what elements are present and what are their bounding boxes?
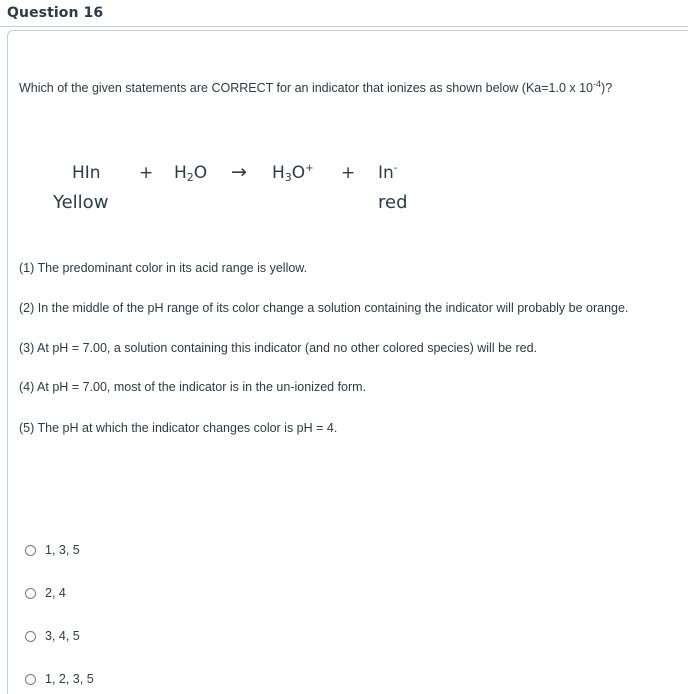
- answer-option-4[interactable]: [25, 671, 94, 687]
- question-body-frame: [7, 30, 688, 694]
- stem-end: )?: [601, 81, 613, 95]
- eq-product-in-ion: In-: [378, 163, 398, 183]
- stem-text: Which of the given statements are CORRECT for an indicator that ionizes as shown below (Ka=1.0 x 10: [19, 81, 594, 95]
- answer-label: 2, 4: [45, 586, 66, 600]
- answer-label: 1, 2, 3, 5: [45, 672, 94, 686]
- radio-button[interactable]: [25, 631, 36, 642]
- statement-2: (2) In the middle of the pH range of its color change a solution containing the indicator will probably be orange.: [19, 301, 629, 315]
- answer-label: 1, 3, 5: [45, 543, 80, 557]
- statement-4: (4) At pH = 7.00, most of the indicator is in the un-ionized form.: [19, 380, 367, 394]
- eq-arrow-icon: →: [231, 161, 247, 183]
- eq-product-hydronium: $H_3O^+$: [272, 163, 314, 184]
- radio-button[interactable]: [25, 588, 36, 599]
- eq-plus-2: +: [341, 163, 356, 183]
- answer-option-1[interactable]: [25, 542, 80, 558]
- question-header: [0, 0, 688, 27]
- statement-1: (1) The predominant color in its acid range is yellow.: [19, 261, 308, 275]
- answer-option-2[interactable]: [25, 585, 66, 601]
- statement-3: (3) At pH = 7.00, a solution containing this indicator (and no other colored species) will be red.: [19, 341, 537, 355]
- stem-exponent: -4: [593, 79, 602, 89]
- question-title: Question 16: [7, 5, 104, 21]
- eq-plus-1: +: [139, 163, 154, 183]
- question-stem: [19, 79, 612, 95]
- radio-button[interactable]: [25, 545, 36, 556]
- eq-reactant-hin: HIn: [72, 163, 101, 183]
- answer-option-3[interactable]: [25, 628, 80, 644]
- eq-label-red: red: [378, 192, 408, 213]
- eq-reactant-water: $H_2O$: [174, 163, 208, 184]
- radio-button[interactable]: [25, 674, 36, 685]
- eq-label-yellow: Yellow: [53, 192, 109, 213]
- answer-label: 3, 4, 5: [45, 629, 80, 643]
- statement-5: (5) The pH at which the indicator changes color is pH = 4.: [19, 421, 338, 435]
